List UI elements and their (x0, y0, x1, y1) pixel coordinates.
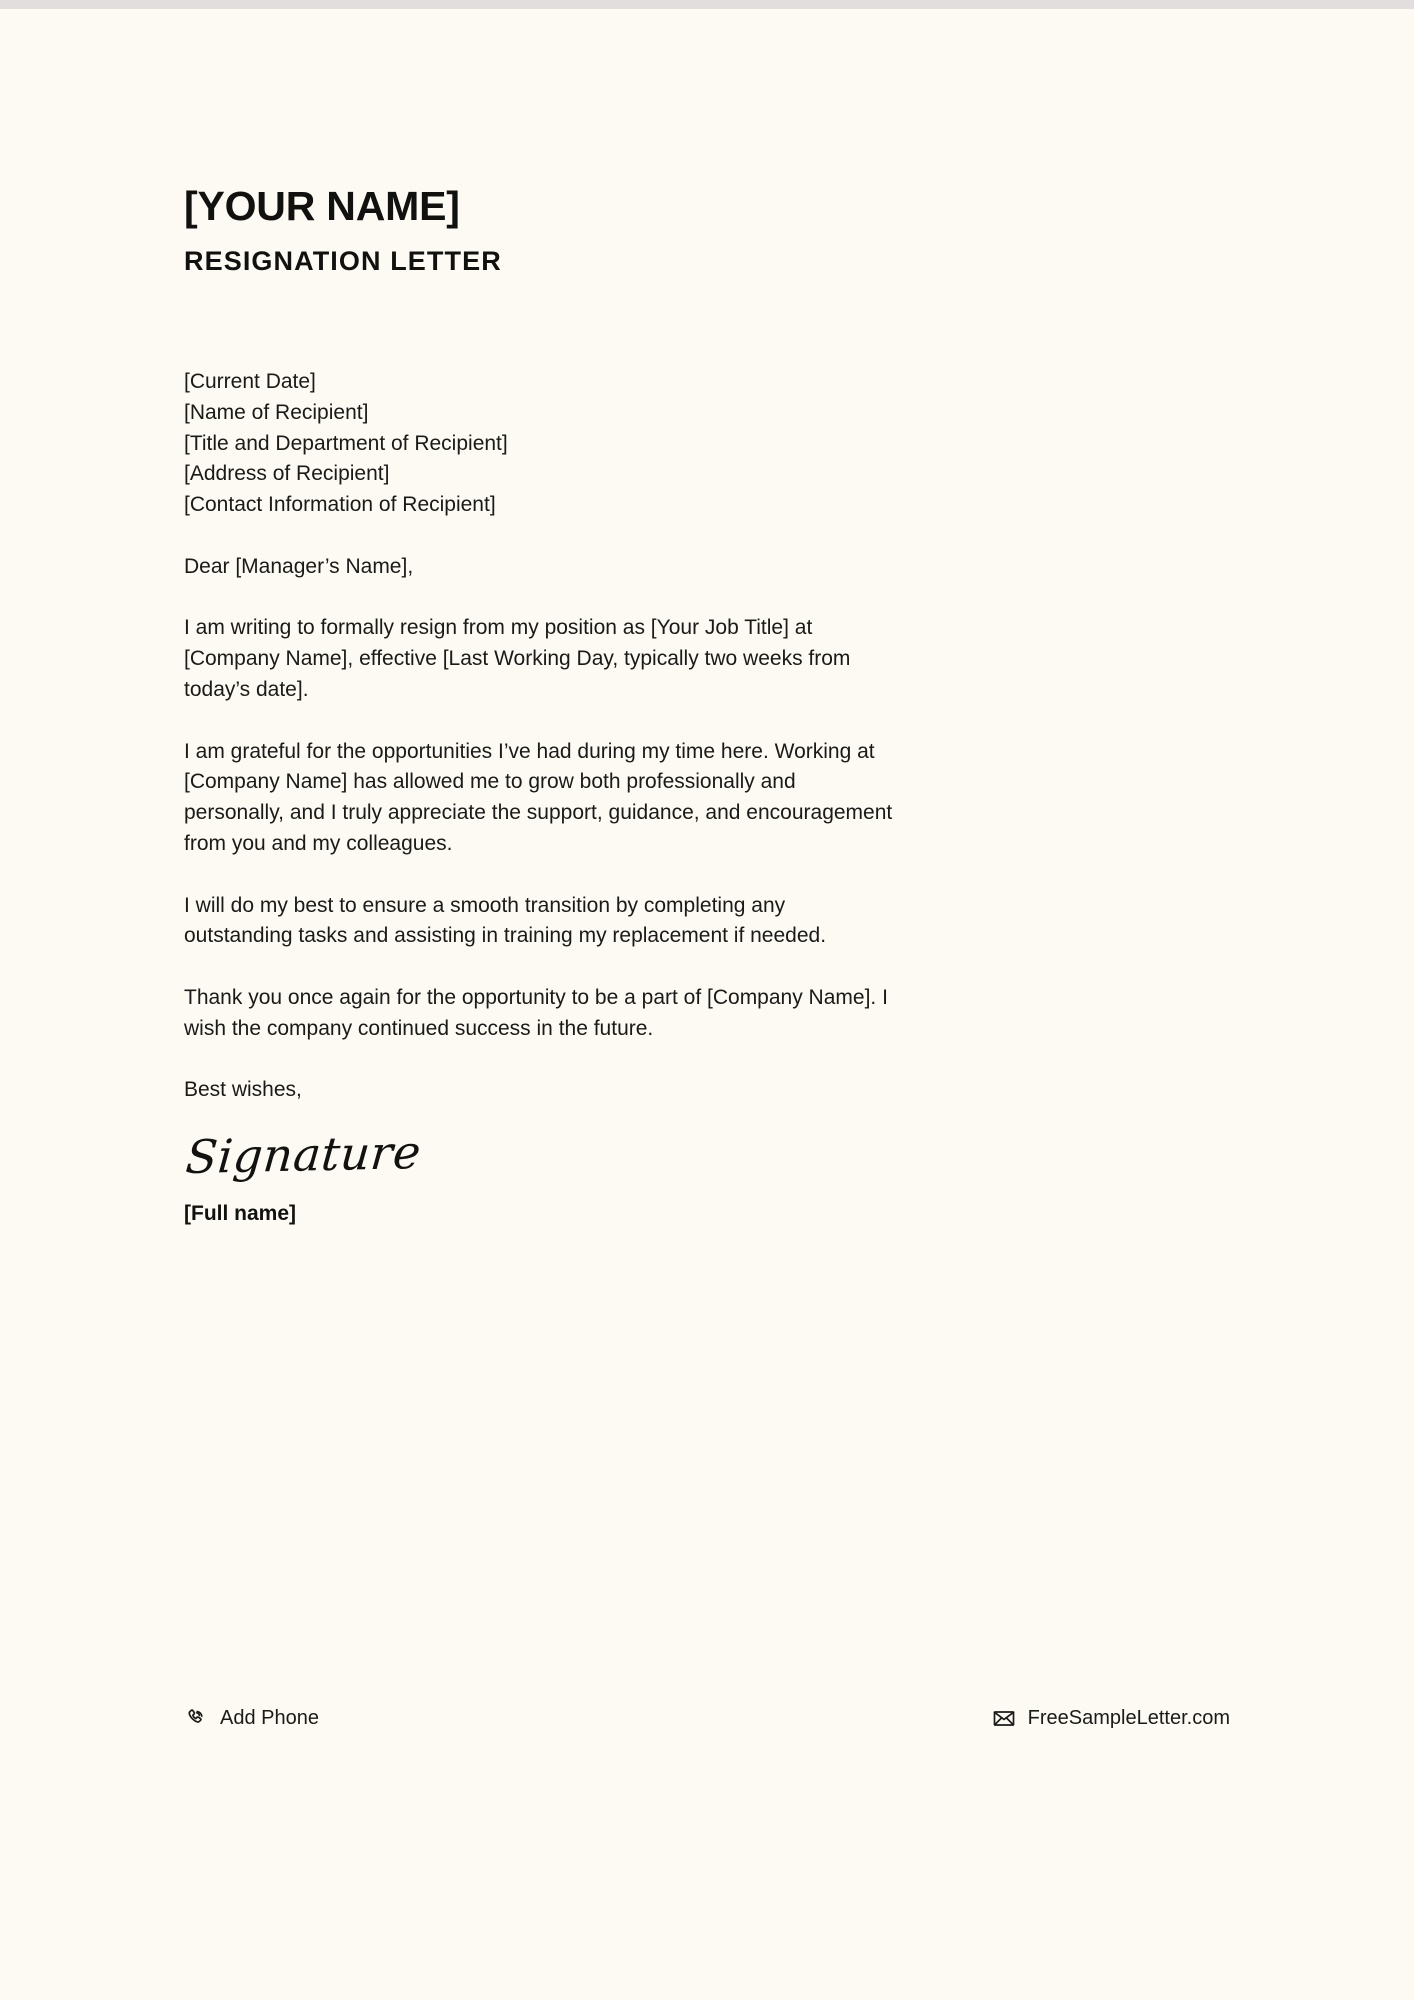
top-strip (0, 0, 1414, 9)
paragraph-resignation-notice: I am writing to formally resign from my position as [Your Job Title] at [Company Name], effective [Last Working Day, typically two weeks from today’s date]. (184, 616, 851, 701)
recipient-line-date: [Current Date] (184, 370, 316, 393)
paragraph-transition: I will do my best to ensure a smooth transition by completing any outstanding tasks and assisting in training my replacement if needed. (184, 893, 827, 948)
envelope-icon (992, 1706, 1016, 1730)
page-title: [YOUR NAME] (184, 183, 460, 229)
footer (184, 1706, 1230, 1730)
paragraph-gratitude: I am grateful for the opportunities I’ve had during my time here. Working at [Company Name] has allowed me to grow both professionally and personally, and I truly appreciate the support, guidance, and encouragement from you and my colleagues. (184, 739, 893, 855)
recipient-line-contact: [Contact Information of Recipient] (184, 493, 496, 517)
footer-email-label: FreeSampleLetter.com (1027, 1707, 1230, 1729)
recipient-line-name: [Name of Recipient] (184, 400, 369, 424)
closing-line: Best wishes, (184, 1078, 302, 1102)
footer-phone-label: Add Phone (220, 1707, 319, 1729)
recipient-line-address: [Address of Recipient] (184, 462, 390, 486)
letter-page (0, 9, 1414, 2000)
signature-full-name: [Full name] (184, 1201, 297, 1225)
letter-body (184, 367, 896, 1226)
document-type-title: RESIGNATION LETTER (184, 246, 502, 277)
recipient-block (184, 367, 896, 521)
signature-script: Signature (183, 1125, 424, 1185)
letterhead (184, 184, 1084, 277)
paragraph-closing-thanks: Thank you once again for the opportunity to be a part of [Company Name]. I wish the company continued success in the future. (184, 985, 888, 1040)
footer-phone[interactable] (184, 1706, 319, 1730)
footer-email[interactable] (992, 1706, 1230, 1730)
salutation: Dear [Manager’s Name], (184, 554, 414, 578)
recipient-line-title-department: [Title and Department of Recipient] (184, 431, 508, 455)
phone-icon (184, 1706, 208, 1730)
